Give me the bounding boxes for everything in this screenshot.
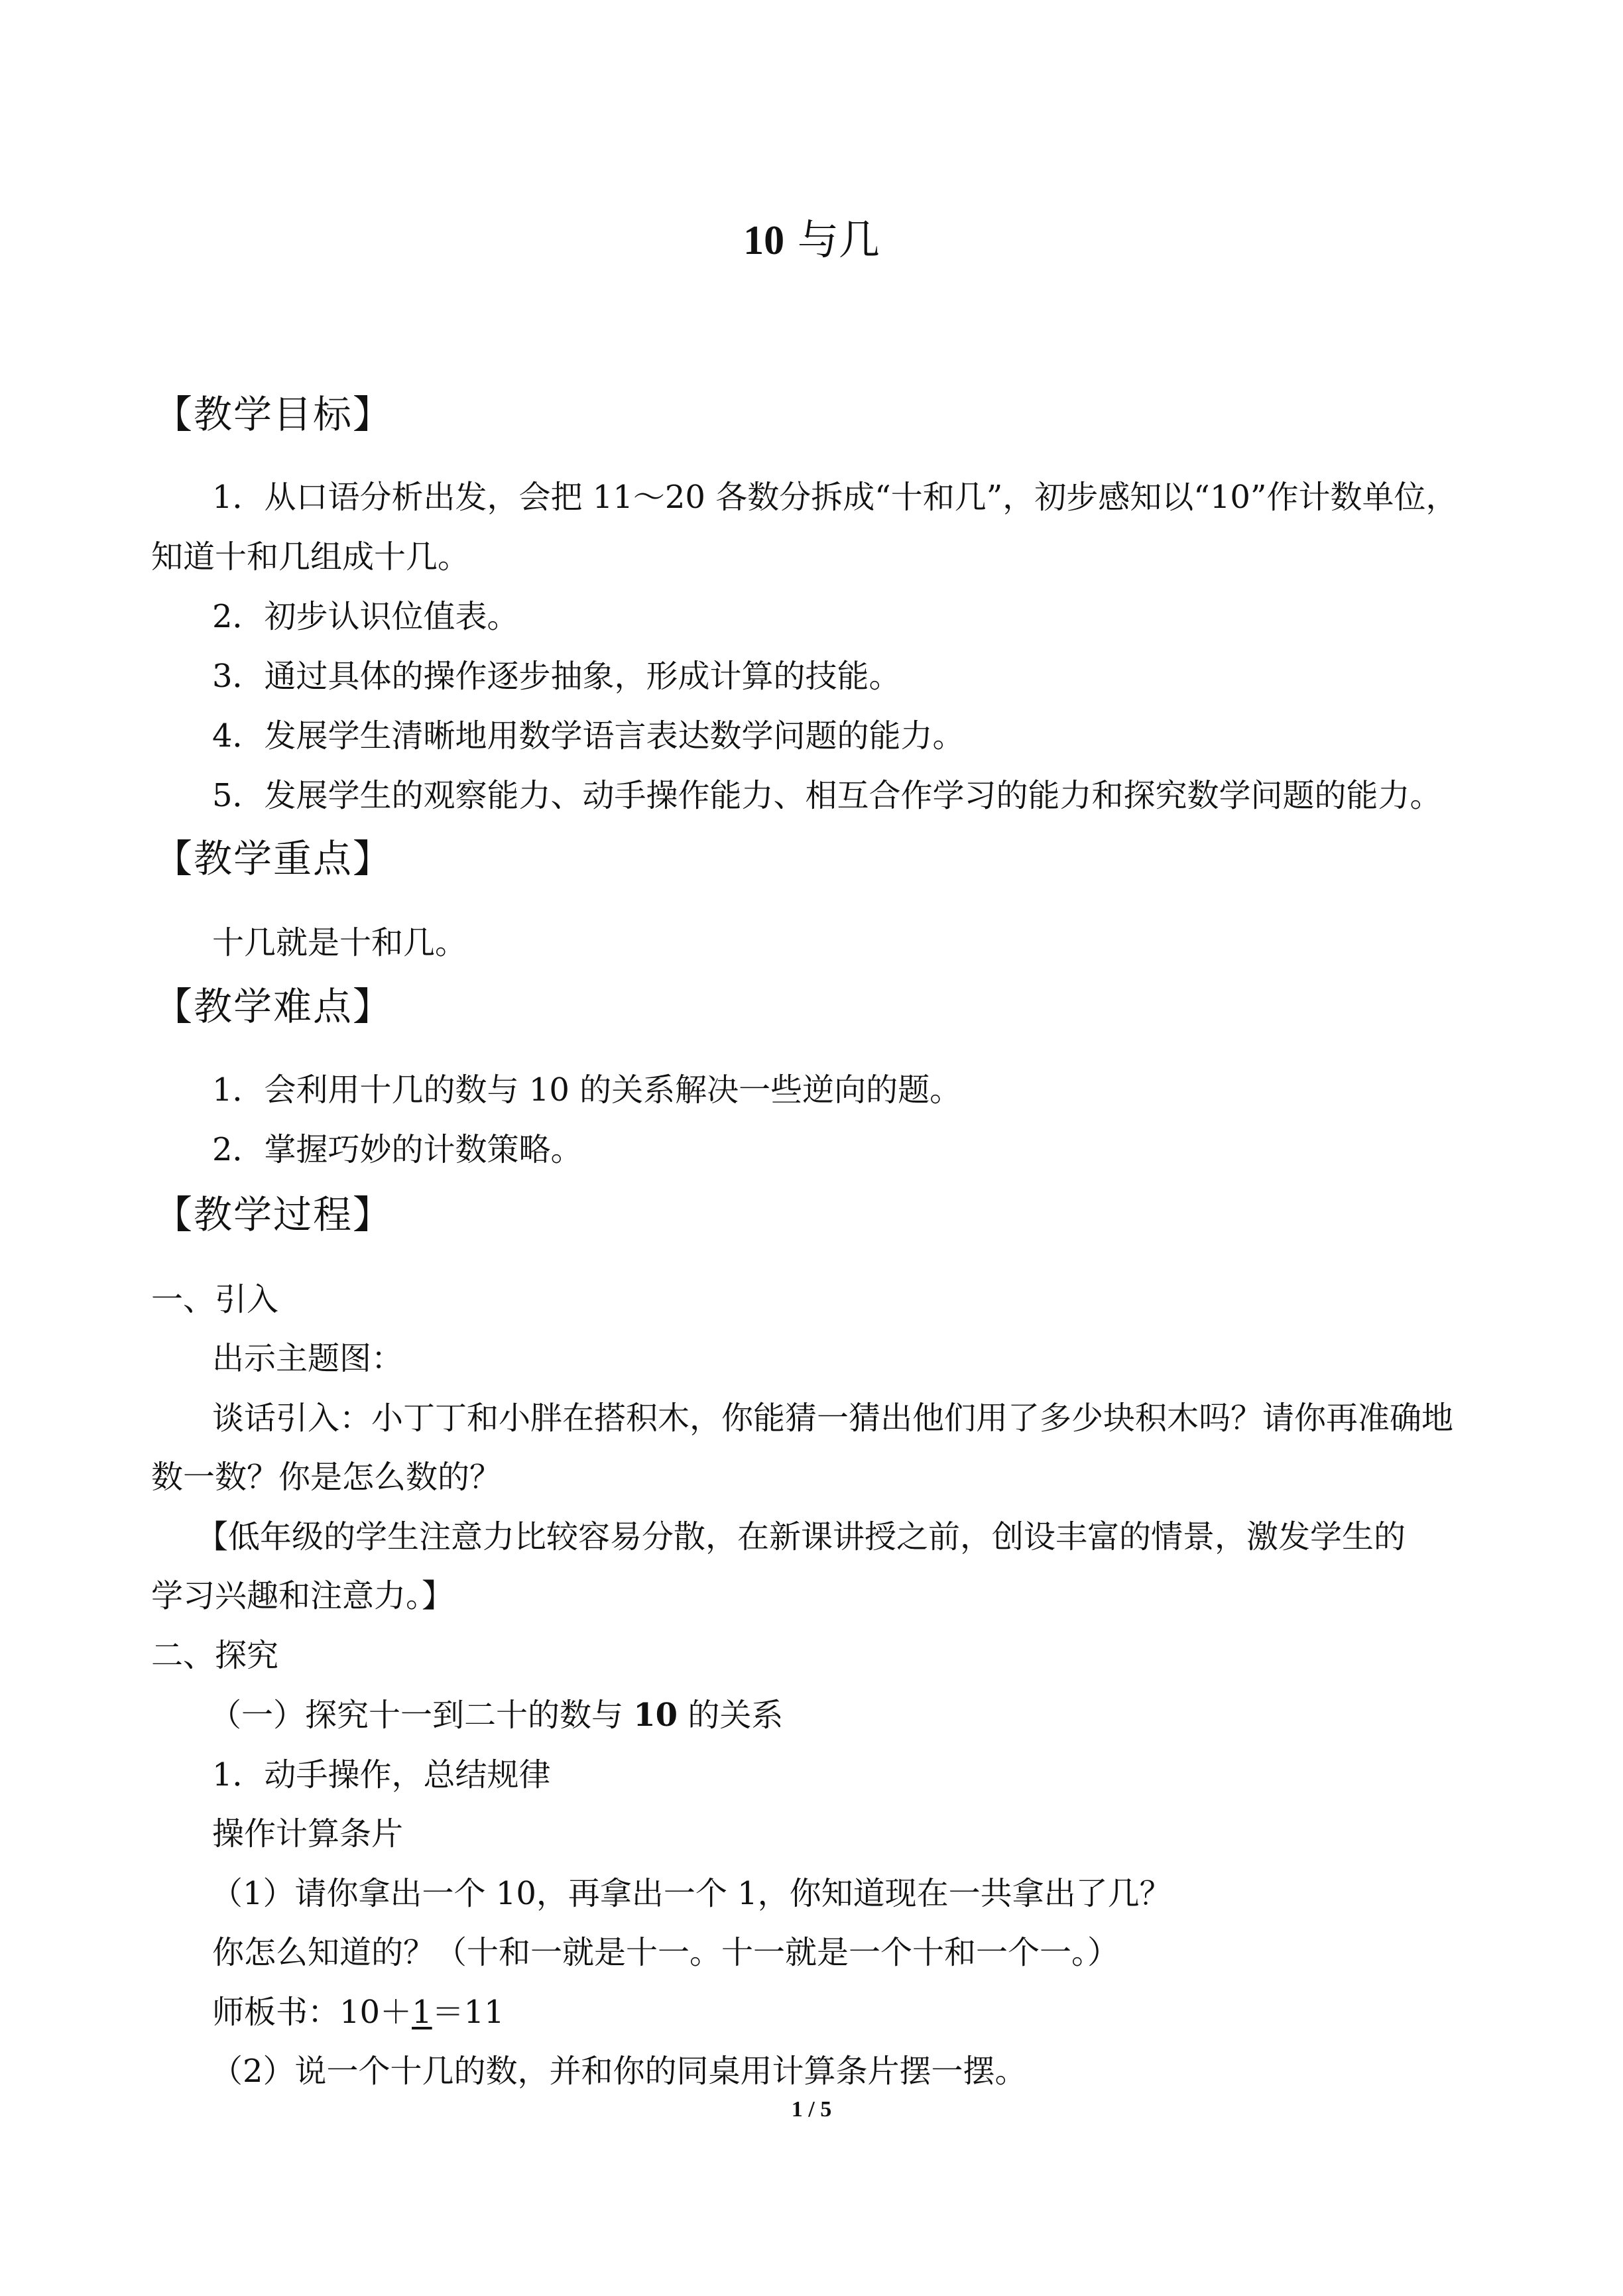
part2-title: 二、探究 [151,1637,279,1674]
objective-1-cont: 知道十和几组成十几。 [151,538,470,575]
difficulty-2: 2．掌握巧妙的计数策略。 [212,1131,583,1168]
key-point-1: 十几就是十和几。 [212,924,467,961]
part2-q2: （2）说一个十几的数，并和你的同桌用计算条片摆一摆。 [211,2053,1027,2090]
page-title [0,213,1623,267]
board-underlined-digit: 1 [412,1994,432,2031]
part2-sub1-prefix: （一）探究十一到二十的数与 [210,1697,624,1734]
part1-note-cont: 学习兴趣和注意力。】 [151,1577,454,1614]
part2-step1: 1．动手操作，总结规律 [212,1756,551,1793]
page-number: 1 / 5 [791,2097,832,2122]
difficulty-1: 1．会利用十几的数与 10 的关系解决一些逆向的题。 [212,1071,962,1109]
part2-q1-answer: 你怎么知道的？（十和一就是十一。十一就是一个十和一个一。） [212,1934,1120,1971]
part2-sub1 [210,1694,783,1736]
part2-board [212,1991,505,2033]
title-number: 10 [743,218,785,263]
objective-1: 1．从口语分析出发，会把 11～20 各数分拆成“十和几”，初步感知以“10”作计数单位， [212,479,1458,516]
difficulties-heading: 【教学难点】 [154,984,393,1029]
objectives-heading: 【教学目标】 [154,392,393,437]
objective-2: 2．初步认识位值表。 [212,598,519,635]
objective-4: 4．发展学生清晰地用数学语言表达数学问题的能力。 [212,717,965,755]
part2-sub1-suffix: 的关系 [688,1697,784,1734]
part1-line2-cont: 数一数？你是怎么数的？ [151,1459,502,1496]
part2-sub1-num: 10 [633,1697,678,1734]
part1-line2: 谈话引入：小丁丁和小胖在搭积木，你能猜一猜出他们用了多少块积木吗？请你再准确地 [212,1400,1454,1437]
process-heading: 【教学过程】 [154,1192,393,1237]
objective-5: 5．发展学生的观察能力、动手操作能力、相互合作学习的能力和探究数学问题的能力。 [212,777,1442,814]
objective-3: 3．通过具体的操作逐步抽象，形成计算的技能。 [212,658,901,695]
key-points-heading: 【教学重点】 [154,836,393,881]
board-prefix: 师板书：10＋ [212,1994,412,2031]
part2-step1-a: 操作计算条片 [212,1815,404,1852]
part1-line1: 出示主题图： [212,1340,404,1377]
title-text: 与几 [797,215,880,264]
part2-q1: （1）请你拿出一个 10，再拿出一个 1，你知道现在一共拿出了几？ [211,1875,1172,1912]
part1-note: 【低年级的学生注意力比较容易分散，在新课讲授之前，创设丰富的情景，激发学生的 [196,1518,1406,1555]
part1-title: 一、引入 [151,1281,279,1318]
board-suffix: ＝11 [432,1994,505,2031]
